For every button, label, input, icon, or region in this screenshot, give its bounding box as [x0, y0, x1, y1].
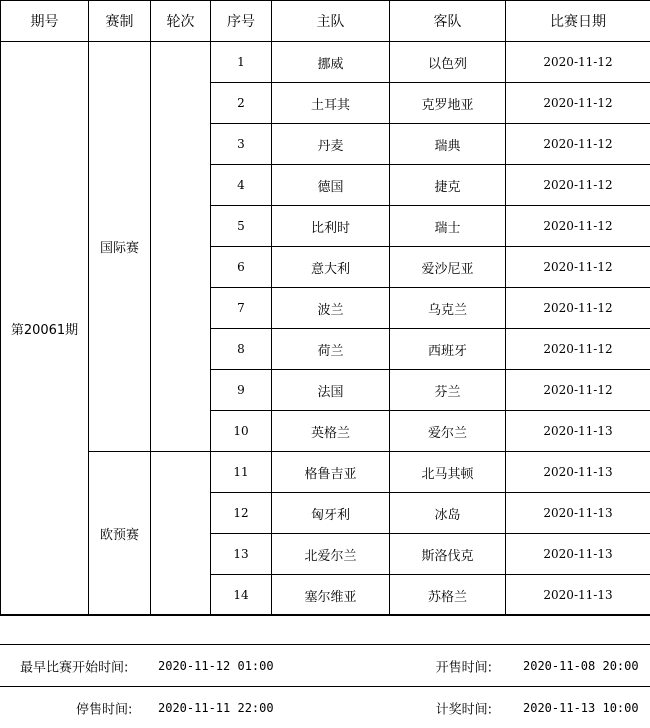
home-team: 法国	[272, 370, 390, 411]
away-team: 爱尔兰	[390, 411, 506, 452]
period-cell: 第20061期	[1, 42, 89, 616]
home-team: 土耳其	[272, 83, 390, 124]
match-number: 11	[211, 452, 272, 493]
round-cell	[151, 452, 211, 616]
home-team: 波兰	[272, 288, 390, 329]
match-date: 2020-11-13	[506, 575, 650, 616]
header-row	[1, 1, 650, 42]
away-team: 以色列	[390, 42, 506, 83]
info-row-1	[0, 644, 650, 687]
table-row	[1, 452, 650, 493]
away-team: 克罗地亚	[390, 83, 506, 124]
match-number: 7	[211, 288, 272, 329]
match-date: 2020-11-12	[506, 83, 650, 124]
home-team: 荷兰	[272, 329, 390, 370]
header-match-date: 比赛日期	[506, 1, 650, 42]
home-team: 塞尔维亚	[272, 575, 390, 616]
match-date: 2020-11-13	[506, 534, 650, 575]
format-cell: 欧预赛	[89, 452, 151, 616]
home-team: 德国	[272, 165, 390, 206]
header-format: 赛制	[89, 1, 151, 42]
header-number: 序号	[211, 1, 272, 42]
home-team: 北爱尔兰	[272, 534, 390, 575]
away-team: 乌克兰	[390, 288, 506, 329]
match-number: 1	[211, 42, 272, 83]
earliest-start-label: 最早比赛开始时间:	[20, 657, 128, 676]
match-date: 2020-11-13	[506, 452, 650, 493]
table-row	[1, 42, 650, 83]
match-number: 8	[211, 329, 272, 370]
match-date: 2020-11-12	[506, 247, 650, 288]
match-date: 2020-11-12	[506, 206, 650, 247]
earliest-start-value: 2020-11-12 01:00	[158, 659, 274, 673]
away-team: 瑞士	[390, 206, 506, 247]
home-team: 挪威	[272, 42, 390, 83]
home-team: 意大利	[272, 247, 390, 288]
match-number: 14	[211, 575, 272, 616]
spacer-row	[0, 614, 650, 645]
match-date: 2020-11-12	[506, 329, 650, 370]
sale-stop-label: 停售时间:	[76, 698, 132, 717]
header-round: 轮次	[151, 1, 211, 42]
match-number: 5	[211, 206, 272, 247]
home-team: 丹麦	[272, 124, 390, 165]
away-team: 芬兰	[390, 370, 506, 411]
sale-stop-value: 2020-11-11 22:00	[158, 701, 274, 715]
match-date: 2020-11-13	[506, 493, 650, 534]
match-number: 6	[211, 247, 272, 288]
match-number: 13	[211, 534, 272, 575]
away-team: 冰岛	[390, 493, 506, 534]
match-number: 2	[211, 83, 272, 124]
away-team: 爱沙尼亚	[390, 247, 506, 288]
match-date: 2020-11-12	[506, 42, 650, 83]
header-home-team: 主队	[272, 1, 390, 42]
header-away-team: 客队	[390, 1, 506, 42]
away-team: 西班牙	[390, 329, 506, 370]
home-team: 格鲁吉亚	[272, 452, 390, 493]
header-period: 期号	[1, 1, 89, 42]
sale-open-value: 2020-11-08 20:00	[523, 659, 639, 673]
match-date: 2020-11-12	[506, 288, 650, 329]
match-date: 2020-11-12	[506, 370, 650, 411]
away-team: 斯洛伐克	[390, 534, 506, 575]
match-date: 2020-11-13	[506, 411, 650, 452]
match-number: 4	[211, 165, 272, 206]
away-team: 苏格兰	[390, 575, 506, 616]
format-cell: 国际赛	[89, 42, 151, 452]
prize-calc-label: 计奖时间:	[436, 698, 492, 717]
round-cell	[151, 42, 211, 452]
match-number: 9	[211, 370, 272, 411]
away-team: 瑞典	[390, 124, 506, 165]
prize-calc-value: 2020-11-13 10:00	[523, 701, 639, 715]
home-team: 比利时	[272, 206, 390, 247]
match-number: 10	[211, 411, 272, 452]
match-date: 2020-11-12	[506, 124, 650, 165]
info-row-2	[0, 686, 650, 728]
sale-open-label: 开售时间:	[436, 657, 492, 676]
home-team: 英格兰	[272, 411, 390, 452]
match-number: 3	[211, 124, 272, 165]
match-date: 2020-11-12	[506, 165, 650, 206]
match-number: 12	[211, 493, 272, 534]
away-team: 北马其顿	[390, 452, 506, 493]
home-team: 匈牙利	[272, 493, 390, 534]
away-team: 捷克	[390, 165, 506, 206]
